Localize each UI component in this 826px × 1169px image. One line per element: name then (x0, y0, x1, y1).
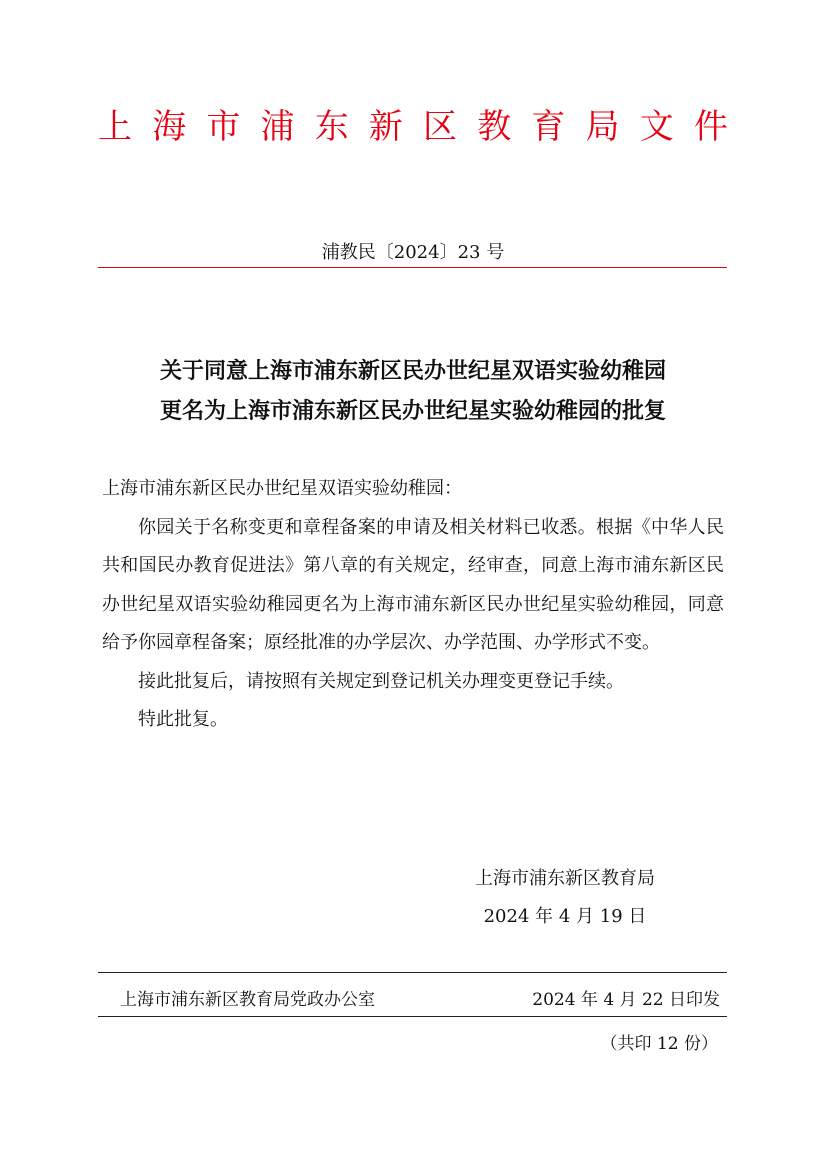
red-divider (98, 267, 727, 268)
body-paragraph: 接此批复后，请按照有关规定到登记机关办理变更登记手续。 (138, 670, 624, 692)
signature-issuer: 上海市浦东新区教育局 (475, 868, 655, 889)
body-paragraph: 你园关于名称变更和章程备案的申请及相关材料已收悉。根据《中华人民共和国民办教育促进法》第八章的有关规定，经审查，同意上海市浦东新区民办世纪星双语实验幼稚园更名为上海市浦东新区民办世纪星实验幼稚园，同意给予你园章程备案；原经批准的办学层次、办学范围、办学形式不变。 (102, 516, 724, 653)
document-number: 浦教民〔2024〕23 号 (321, 242, 505, 263)
salutation: 上海市浦东新区民办世纪星双语实验幼稚园： (102, 478, 462, 499)
document-title-line-1: 关于同意上海市浦东新区民办世纪星双语实验幼稚园 (159, 359, 666, 384)
document-title-line-2: 更名为上海市浦东新区民办世纪星实验幼稚园的批复 (159, 399, 666, 424)
footer-top-rule (98, 972, 727, 973)
issuer-title: 上 海 市 浦 东 新 区 教 育 局 文 件 (98, 106, 728, 147)
document-body (102, 470, 724, 740)
footer-bottom-rule (98, 1016, 727, 1017)
footer-office: 上海市浦东新区教育局党政办公室 (120, 990, 375, 1010)
closing-remark: 特此批复。 (138, 709, 228, 730)
print-copies: （共印 12 份） (600, 1034, 718, 1054)
footer-info-row (120, 985, 720, 1010)
signature-block (440, 860, 690, 936)
document-title (98, 352, 728, 432)
signature-date: 2024 年 4 月 19 日 (483, 906, 647, 927)
footer-print-date: 2024 年 4 月 22 日印发 (532, 990, 720, 1010)
